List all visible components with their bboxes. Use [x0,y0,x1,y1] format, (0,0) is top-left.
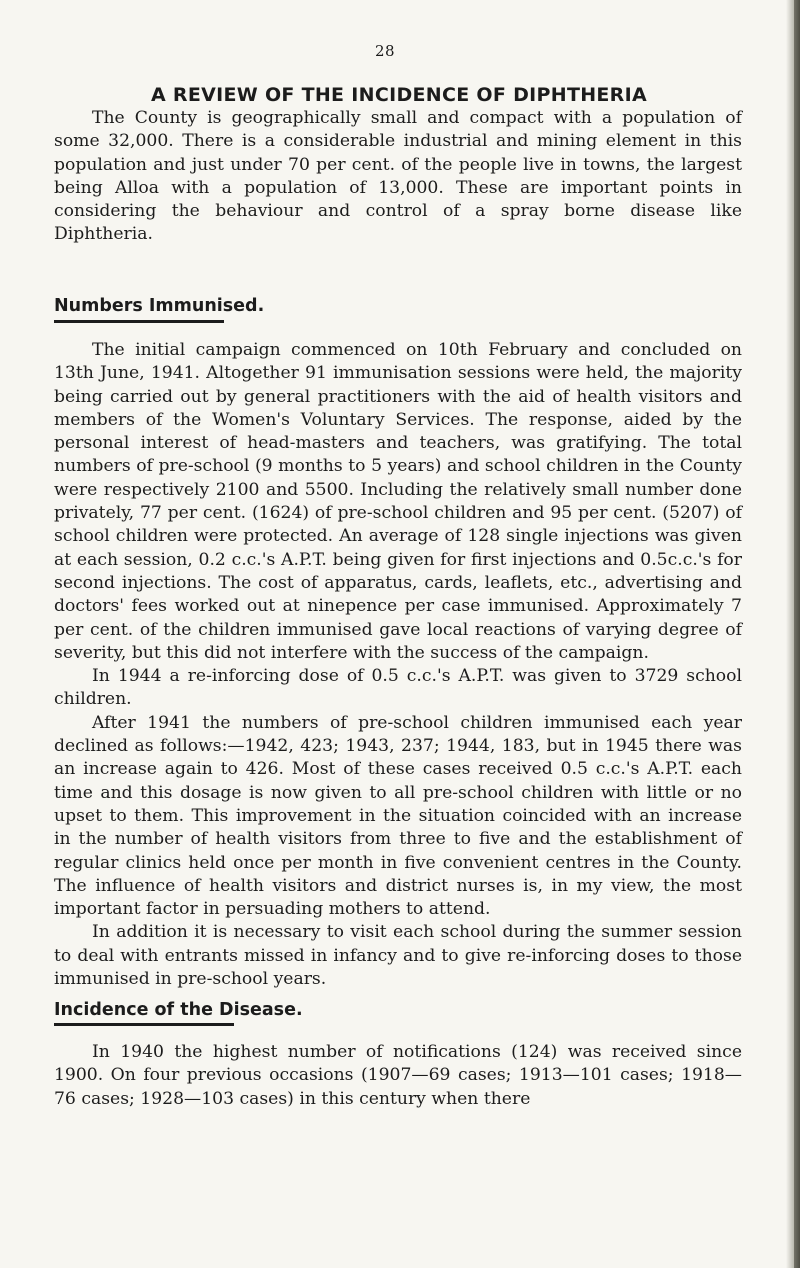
page-number: 28 [374,42,396,60]
page-title: A REVIEW OF THE INCIDENCE OF DIPHTHERIA [151,84,647,106]
numbers-immunised-section [54,339,742,991]
binding-edge [794,0,800,1268]
section-heading-numbers-immunised: Numbers Immunised. [54,296,265,316]
paragraph: After 1941 the numbers of pre-school children immunised each year declined as follows:—1942, 423; 1943, 237; 1944, 183, but in 1945 there was an increase again to 426. Most of these cases received 0.5 c.c.'s A.P.T. each time and this dosage is now given to all pre-school children with little or no upset to them. This improvement in the situation coincided with an increase in the number of health visitors from three to five and the establishment of regular clinics held once per month in five convenient centres in the County. The influence of health visitors and district nurses is, in my view, the most important factor in persuading mothers to attend. [54,712,742,920]
incidence-section [54,1041,742,1111]
heading-underline [54,1023,234,1026]
heading-underline [54,320,224,323]
section-heading-incidence: Incidence of the Disease. [54,1000,303,1020]
intro-paragraph: The County is geographically small and compact with a population of some 32,000. There is a considerable industrial and mining element in this population and just under 70 per cent. of the people live in towns, the largest being Alloa with a population of 13,000. These are important points in considering the behaviour and control of a spray borne disease like Diphtheria. [54,108,742,245]
paragraph: In 1940 the highest number of notifications (124) was received since 1900. On four previous occasions (1907—69 cases; 1913—101 cases; 1918—76 cases; 1928—103 cases) in this century when there [54,1042,742,1109]
intro-section [54,107,742,247]
paragraph: In addition it is necessary to visit each school during the summer session to deal with entrants missed in infancy and to give re-inforcing doses to those immunised in pre-school years. [54,922,742,990]
paragraph: In 1944 a re-inforcing dose of 0.5 c.c.'s A.P.T. was given to 3729 school children. [54,666,742,710]
paragraph: The initial campaign commenced on 10th February and concluded on 13th June, 1941. Altogether 91 immunisation sessions were held, the majority being carried out by general practitioners with the aid of health visitors and members of the Women's Voluntary Services. The response, aided by the personal interest of head-masters and teachers, was gratifying. The total numbers of pre-school (9 months to 5 years) and school children in the County were respectively 2100 and 5500. Including the relatively small number done privately, 77 per cent. (1624) of pre-school children and 95 per cent. (5207) of school children were protected. An average of 128 single injections was given at each session, 0.2 c.c.'s A.P.T. being given for first injections and 0.5c.c.'s for second injections. The cost of apparatus, cards, leaflets, etc., advertising and doctors' fees worked out at ninepence per case immunised. Approximately 7 per cent. of the children immunised gave local reactions of varying degree of severity, but this did not interfere with the success of the campaign. [54,340,742,663]
